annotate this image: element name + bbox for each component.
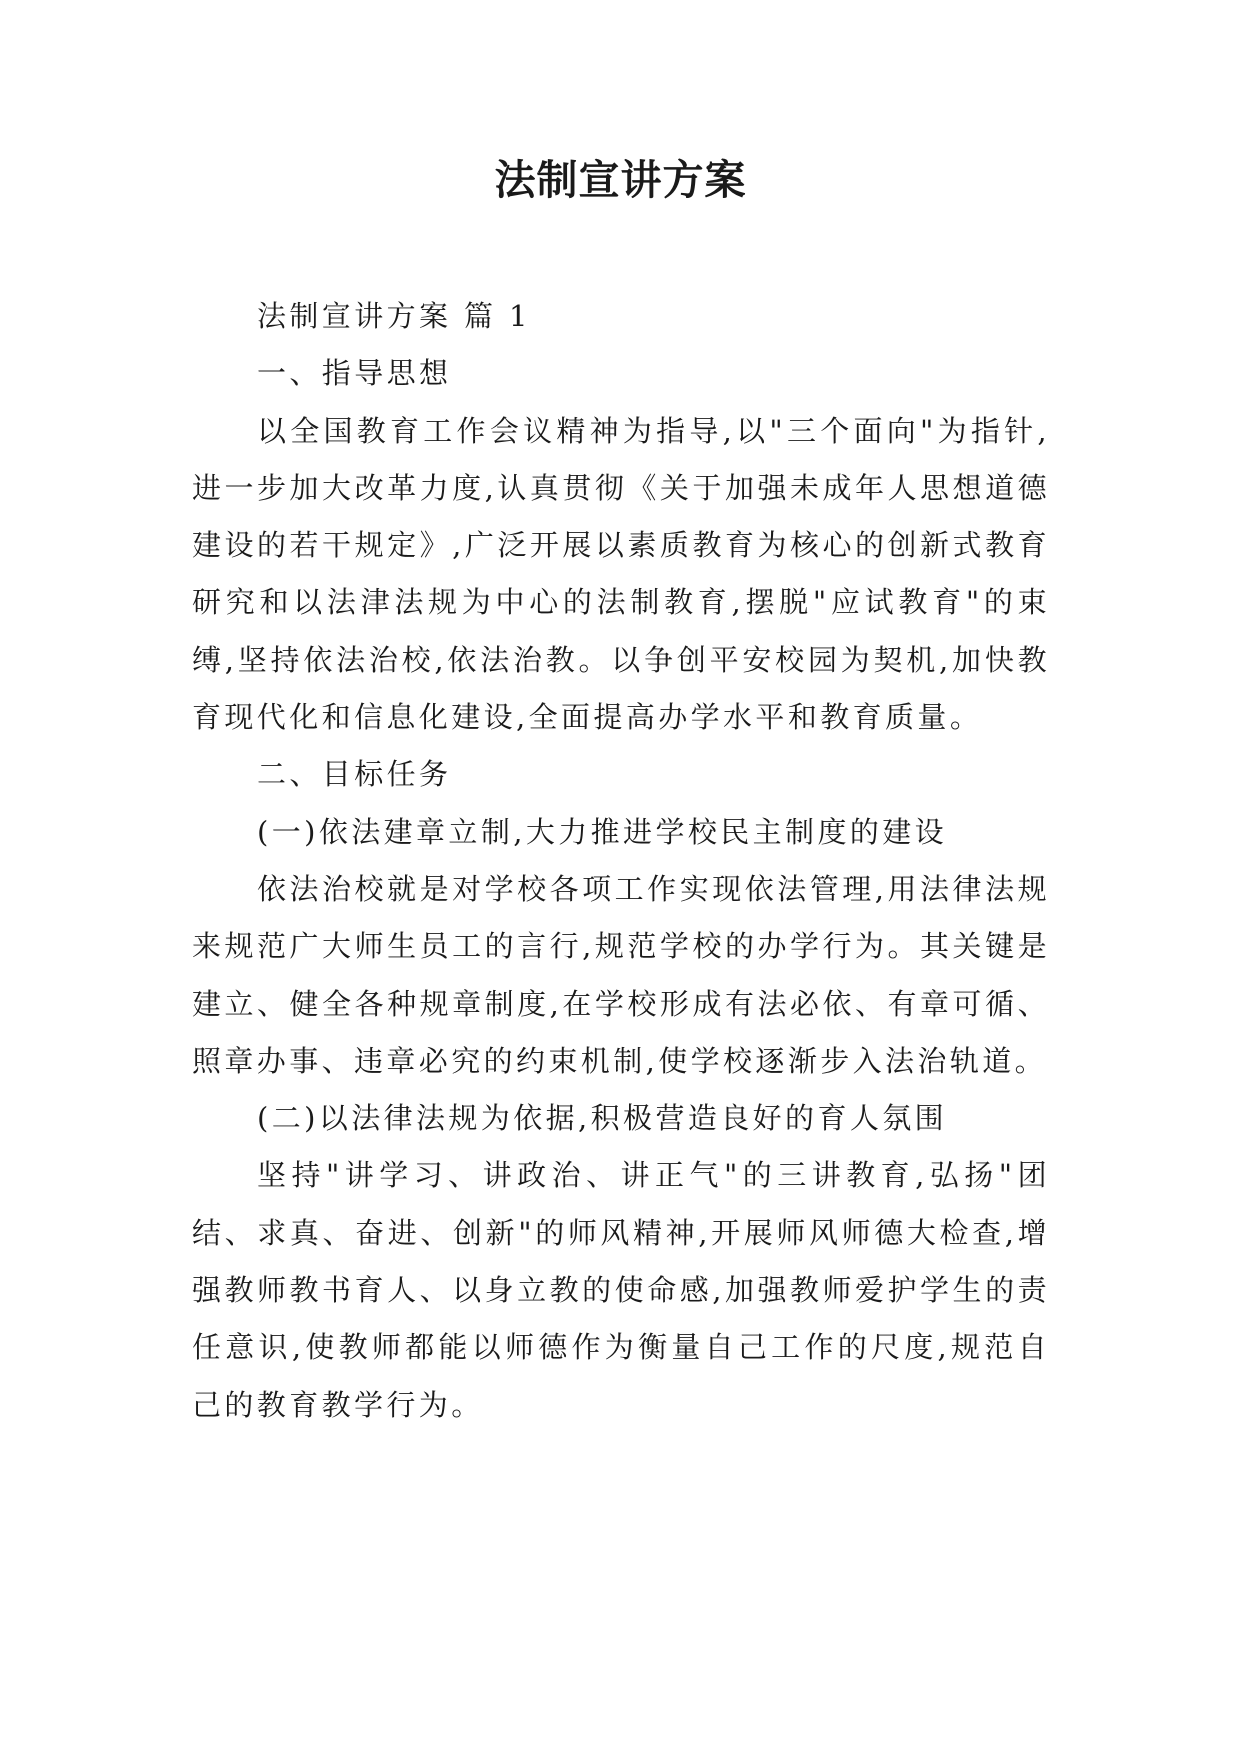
section-heading: 法制宣讲方案 篇 1 [257,299,531,333]
subheading: (二)以法律法规为依据,积极营造良好的育人氛围 [257,1101,948,1136]
document-title: 法制宣讲方案 [494,156,747,204]
body-paragraph: 以全国教育工作会议精神为指导,以"三个面向"为指针,进一步加大改革力度,认真贯彻《关于加强未成年人思想道德建设的若干规定》,广泛开展以素质教育为核心的创新式教育研究和以法津法规为中心的法制教育,摆脱"应试教育"的束缚,坚持依法治校,依法治教。以争创平安校园为契机,加快教育现代化和信息化建设,全面提高办学水平和教育质量。 [192,413,1050,735]
subheading: (一)依法建章立制,大力推进学校民主制度的建设 [257,814,948,849]
document-body [192,288,1050,1434]
body-paragraph: 依法治校就是对学校各项工作实现依法管理,用法律法规来规范广大师生员工的言行,规范学校的办学行为。其关键是建立、健全各种规章制度,在学校形成有法必依、有章可循、照章办事、违章必究的约束机制,使学校逐渐步入法治轨道。 [192,871,1050,1078]
body-paragraph: 坚持"讲学习、讲政治、讲正气"的三讲教育,弘扬"团结、求真、奋进、创新"的师风精神,开展师风师德大检查,增强教师教书育人、以身立教的使命感,加强教师爱护学生的责任意识,使教师都能以师德作为衡量自己工作的尺度,规范自己的教育教学行为。 [192,1158,1050,1422]
subheading: 二、目标任务 [257,757,452,792]
subheading: 一、指导思想 [257,356,452,391]
